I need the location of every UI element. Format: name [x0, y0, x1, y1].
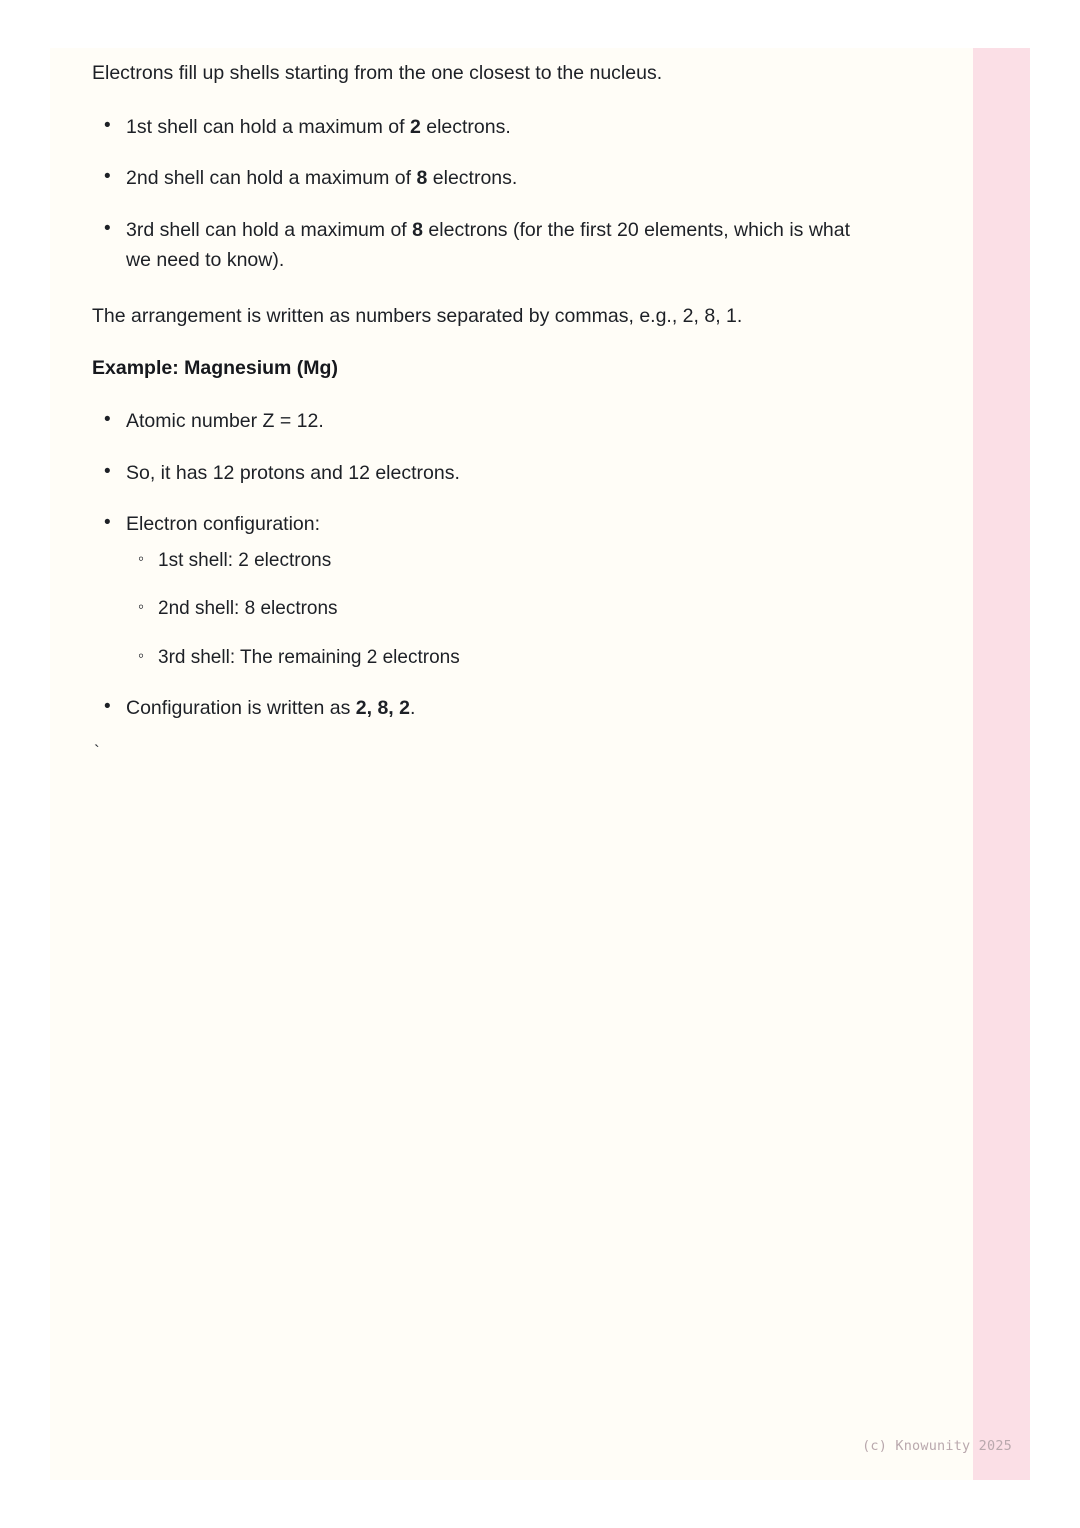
- configuration-result-value: 2, 8, 2: [355, 697, 410, 720]
- intro-paragraph: Electrons fill up shells starting from the one closest to the nucleus.: [92, 62, 663, 84]
- list-item: ◦ 1st shell: 2 electrons: [158, 547, 852, 576]
- shell-rule-text-pre: 3rd shell can hold a maximum of: [126, 218, 413, 241]
- document-page: [50, 48, 1030, 1480]
- list-item: • Atomic number Z = 12.: [126, 406, 852, 436]
- example-heading: Example: Magnesium (Mg): [92, 357, 338, 380]
- shell-rule-text-pre: 1st shell can hold a maximum of: [126, 116, 410, 139]
- stray-backtick: `: [94, 741, 100, 761]
- shell-rules-list: [92, 112, 852, 275]
- page-edge-decoration: [973, 48, 1030, 1480]
- configuration-result-post: .: [410, 697, 416, 720]
- arrangement-note: The arrangement is written as numbers separated by commas, e.g., 2, 8, 1.: [92, 305, 743, 328]
- list-item: • So, it has 12 protons and 12 electrons.: [126, 458, 852, 488]
- shell-rule-value: 8: [412, 218, 423, 241]
- shell-rule-value: 2: [409, 116, 421, 139]
- electron-configuration-label: Electron configuration:: [126, 512, 321, 535]
- list-item: [126, 509, 852, 673]
- example-points-list: [92, 406, 852, 723]
- list-item: ◦ 3rd shell: The remaining 2 electrons: [158, 644, 852, 673]
- list-item: [126, 693, 852, 723]
- list-item: [126, 112, 852, 142]
- configuration-result-pre: Configuration is written as: [126, 697, 356, 720]
- configuration-sublist: [126, 547, 852, 673]
- shell-rule-text-pre: 2nd shell can hold a maximum of: [126, 167, 417, 190]
- list-item: [126, 163, 852, 193]
- shell-rule-text-post: electrons.: [420, 116, 511, 139]
- shell-rule-value: 8: [416, 167, 428, 190]
- shell-rule-text-post: electrons (for the first 20 elements, which is what we need to know).: [126, 218, 851, 271]
- document-content: [92, 58, 852, 762]
- shell-rule-text-post: electrons.: [427, 167, 518, 190]
- watermark: (c) Knowunity 2025: [862, 1438, 1012, 1454]
- list-item: [126, 215, 852, 275]
- list-item: ◦ 2nd shell: 8 electrons: [158, 595, 852, 624]
